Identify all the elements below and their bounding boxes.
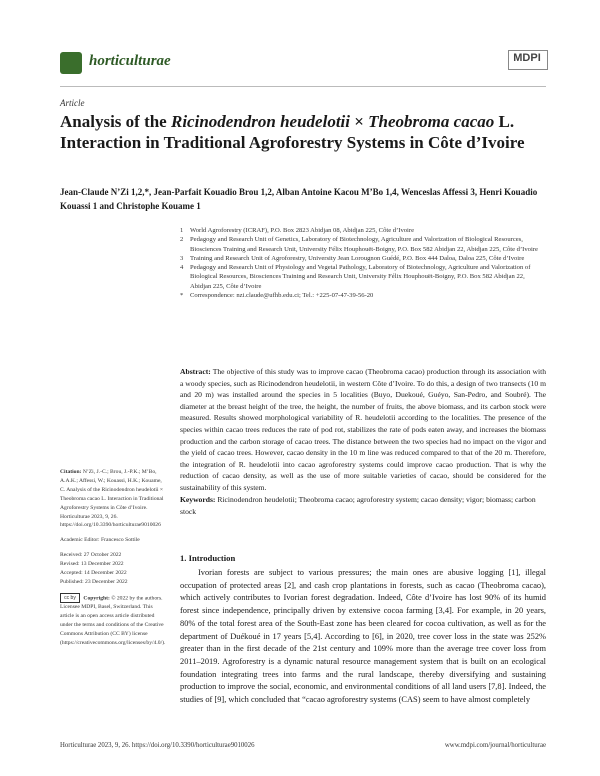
page-footer xyxy=(60,742,546,749)
affiliation-item xyxy=(180,235,546,254)
keywords xyxy=(180,494,546,517)
citation-text[interactable]: N’Zi, J.-C.; Brou, J.-P.K.; M’Bo, A.A.K.; Affessi, W.; Kouassi, H.K.; Kouame, C. Analysis of the Ricinodendron heudelotii × Theobroma cacao L. Interaction in Traditional Agroforestry Systems in Côte d’Ivoire. Horticulturae 2023, 9, 26. https://doi.org/10.3390/horticulturae9010026 xyxy=(60,469,164,529)
history-dates xyxy=(60,551,166,587)
abstract-text: The objective of this study was to improve cacao (Theobroma cacao) production through its association with a woody species, such as Ricinodendron heudelotii, in western Côte d’Ivoire. To do this, a design of two transects (10 m and 20 m) was installed around the species in 5 localities (Buyo, Duekoué, Guéyo, San-Pedro, and Soubré). The diameter at the breast height of the tree, the height, the number of fruits, the above biomass, and its carbon stock were measured. Results showed morphological variability of R. heudelotii according to the localities. The presence of the species within cacao trees reduces the rate of pod rot, stabilizes the rate of pods eaten away, and increases the biomass production and the carbon storage of cacao trees. The distance between the two species had no impact on the vigor and the yield of cacao trees. However, cacao density in the 10 m line was reduced compared to that of the 20 m. Therefore, the integration of R. heudelotii into cacao agroforestry systems could improve cacao production. That is why the reduction of cacao density, as well as the use of more suitable varieties of cacao, should be considered for the sustainability of this system. xyxy=(180,367,546,492)
journal-logo-icon xyxy=(60,52,82,74)
affiliation-list xyxy=(180,226,546,300)
affiliation-number: 2 xyxy=(180,236,184,244)
section-heading: 1. Introduction xyxy=(180,553,236,563)
title-part1: Analysis of the xyxy=(60,112,171,131)
intro-paragraph: Ivorian forests are subject to various pressures; the main ones are abusive logging [1], illegal occupation of protected areas [2], and cash crop plantations in forests, such as cacao (Theobroma cacao), which actively contributes to Ivorian forest degradation. Indeed, Côte d’Ivoire has lost 90% of its humid forest since independence, principally driven by extensive cocoa farming [3,4]. For example, in 20 years, 80% of the total forest area of the South-East zone has been cleared for cocoa cultivation, as well as for the department of Duékoué in 17 years [5,4]. According to [6], in 2020, tree cover loss in the state was 252% greater than in the first decade of the 21st century and 109% more than the average tree cover loss from 2011–2019. Agroforestry is a dynamic natural resource management system that is built on an ecological foundation integrating trees into farms and the rural landscape, thereby diversifying and sustaining production to improve the social, economic, and environmental conditions of all land users [7,8]. Indeed, the studies of [9], which concluded that “cacao agroforestry systems (CAS) seem to have almost completely xyxy=(180,568,546,705)
affiliation-number: 1 xyxy=(180,227,184,234)
title-species2: Theobroma cacao xyxy=(368,112,495,131)
affiliation-item xyxy=(180,263,546,291)
correspondence-line xyxy=(180,291,546,300)
accepted-date: Accepted: 14 December 2022 xyxy=(60,570,127,577)
keywords-text: Ricinodendron heudelotii; Theobroma cacao; agroforestry system; cacao density; vigor; biomass; carbon stock xyxy=(180,495,536,516)
keywords-label: Keywords: xyxy=(180,495,216,504)
received-date: Received: 27 October 2022 xyxy=(60,552,122,559)
footer-citation[interactable]: Horticulturae 2023, 9, 26. https://doi.org/10.3390/horticulturae9010026 xyxy=(60,742,255,749)
affiliation-text: World Agroforestry (ICRAF), P.O. Box 2823 Abidjan 08, Abidjan 225, Côte d’Ivoire xyxy=(190,227,415,234)
revised-date: Revised: 13 December 2022 xyxy=(60,561,124,568)
abstract-label: Abstract: xyxy=(180,367,211,376)
affiliation-number: 3 xyxy=(180,254,184,262)
affiliation-text: Training and Research Unit of Agroforestry, University Jean Lorougnon Guédé, P.O. Box 444 Daloa, Daloa 225, Côte d’Ivoire xyxy=(190,254,525,262)
correspondence-text: Correspondence: nzi.claude@ufhb.edu.ci; Tel.: +225-07-47-39-56-20 xyxy=(190,292,374,300)
citation-label: Citation: xyxy=(60,469,82,475)
title-species1: Ricinodendron heudelotii xyxy=(170,112,350,131)
title-cross: × xyxy=(349,112,369,131)
affiliation-number: * xyxy=(180,292,184,300)
affiliation-item xyxy=(180,254,546,263)
copyright-block xyxy=(60,593,166,648)
author-list: Jean-Claude N’Zi 1,2,*, Jean-Parfait Kouadio Brou 1,2, Alban Antoine Kacou M’Bo 1,4, Wenceslas Affessi 3, Henri Kouadio Kouassi 1 and Christophe Kouame 1 xyxy=(60,187,538,211)
cc-license-icon[interactable]: cc by xyxy=(60,593,80,603)
affiliation-text: Pedagogy and Research Unit of Physiology and Vegetal Pathology, Laboratory of Biotechnology, Agriculture and Valorization of Biological Resources, Biosciences Training and Research Unit, University Félix Houphouët-Boigny, P.O. Box 582 Abidjan 22, Abidjan 225, Côte d’Ivoire xyxy=(190,264,531,290)
publisher-name: MDPI xyxy=(513,52,541,64)
published-date: Published: 23 December 2022 xyxy=(60,578,128,585)
article-type: Article xyxy=(60,98,85,108)
academic-editor: Academic Editor: Francesco Sottile xyxy=(60,537,140,544)
journal-name: horticulturae xyxy=(89,53,171,69)
introduction-body xyxy=(180,567,546,707)
affiliation-item xyxy=(180,226,546,235)
copyright-label: Copyright: xyxy=(83,595,110,602)
citation-block xyxy=(60,468,166,530)
article-sidebar xyxy=(60,468,166,654)
abstract xyxy=(180,366,546,494)
affiliation-text: Pedagogy and Research Unit of Genetics, Laboratory of Biotechnology, Agriculture and Valorization of Biological Resources, Biosciences Training and Research Unit, University Félix Houphouët-Boigny, P.O. Box 582 Abidjan 22, Abidjan 225, Côte d’Ivoire xyxy=(190,236,538,253)
title-part2: L. Interaction in Traditional Agroforestry Systems in Côte d’Ivoire xyxy=(60,112,525,152)
copyright-text: © 2022 by the authors. Licensee MDPI, Basel, Switzerland. This article is an open access article distributed under the terms and conditions of the Creative Commons Attribution (CC BY) license (https://creativecommons.org/licenses/by/4.0/). xyxy=(60,595,166,646)
header-divider xyxy=(60,86,546,87)
article-title xyxy=(60,111,546,153)
publisher-logo xyxy=(508,50,546,76)
footer-journal-url[interactable]: www.mdpi.com/journal/horticulturae xyxy=(444,742,546,749)
affiliation-number: 4 xyxy=(180,264,184,272)
